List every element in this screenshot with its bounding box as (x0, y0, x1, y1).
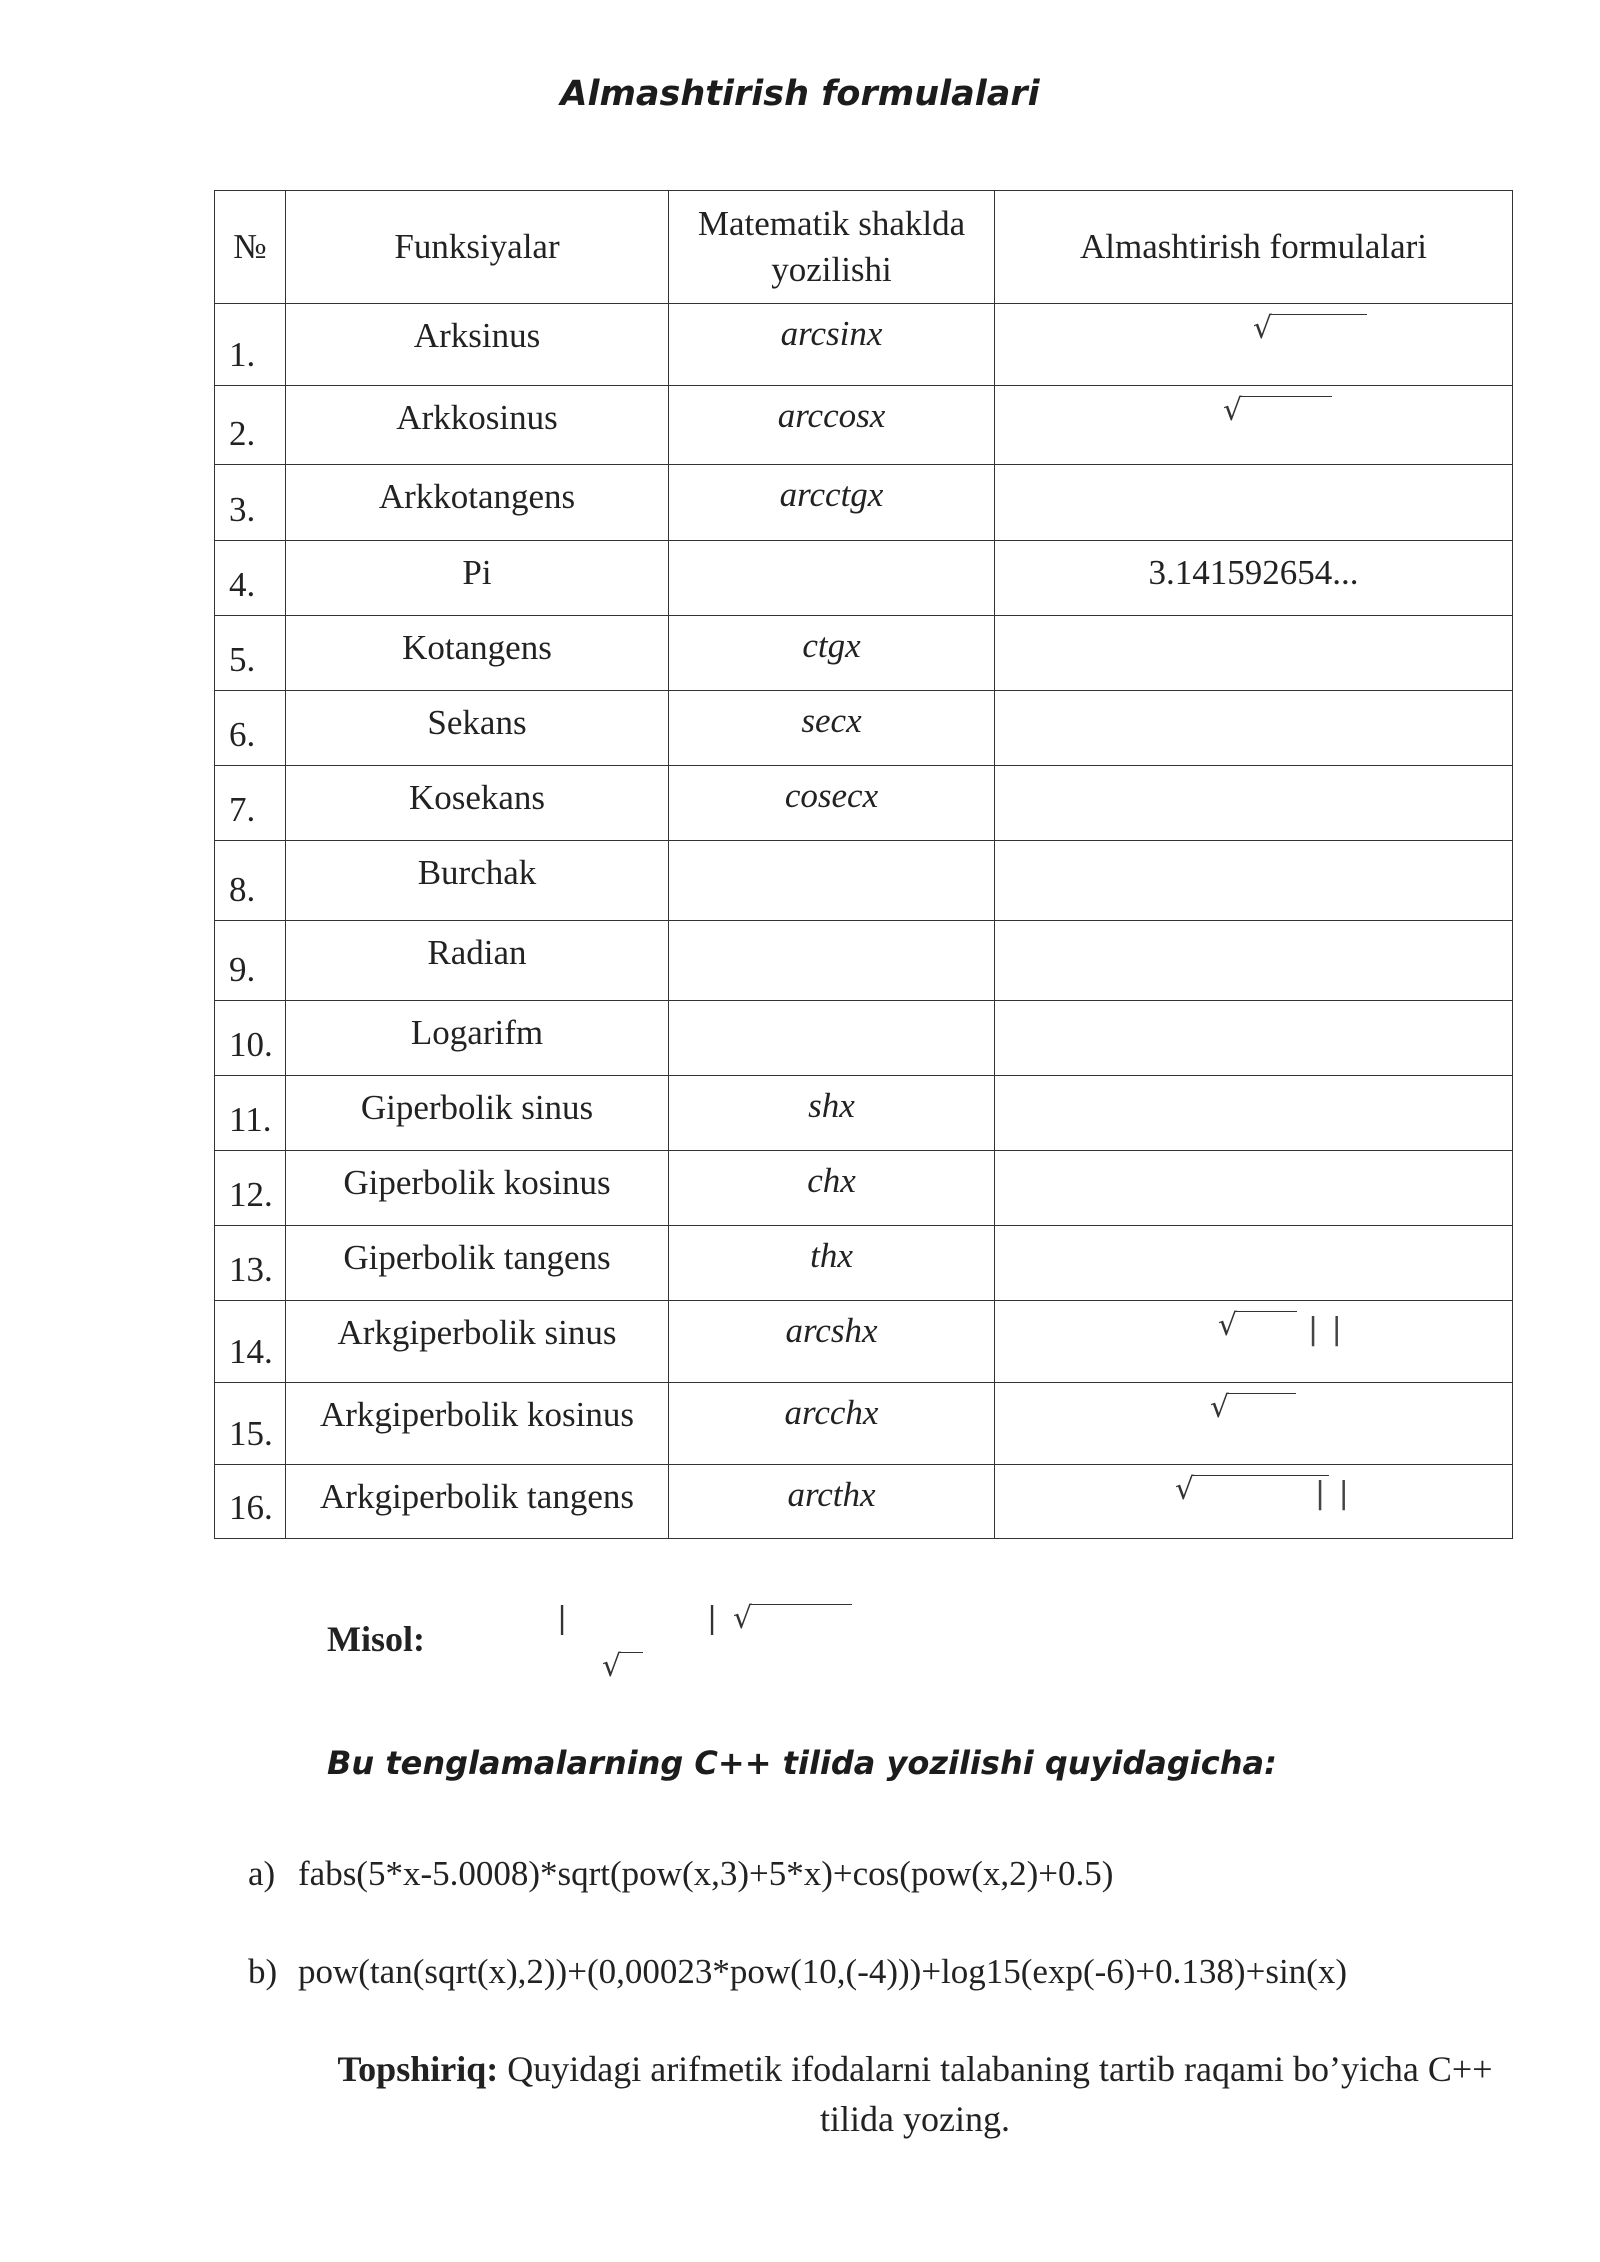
task-text: Quyidagi arifmetik ifodalarni talabaning tartib raqami bo’yicha C++ tilida yozing. (507, 2049, 1493, 2139)
math-notation: arcshx (669, 1301, 995, 1383)
radical-bar (621, 1652, 643, 1653)
page-title: Almashtirish formulalari (560, 74, 1040, 114)
math-notation (669, 921, 995, 1001)
function-name: Arkgiperbolik kosinus (286, 1383, 669, 1465)
replacement-formula (995, 841, 1513, 921)
math-notation: secx (669, 691, 995, 766)
table-row (215, 304, 1513, 386)
replacement-formula (995, 386, 1513, 465)
radical-icon: √ (733, 1601, 753, 1636)
table-row (215, 616, 1513, 691)
row-number: 7. (215, 766, 286, 841)
table-body (215, 304, 1513, 1539)
row-number: 2. (215, 386, 286, 465)
row-number: 1. (215, 304, 286, 386)
replacement-formula (995, 921, 1513, 1001)
header-replacement: Almashtirish formulalari (995, 191, 1513, 304)
math-notation (669, 1001, 995, 1076)
table-row (215, 1076, 1513, 1151)
code-line-a (248, 1854, 1113, 1894)
row-number: 16. (215, 1465, 286, 1539)
abs-bars-icon: | | (1308, 1312, 1344, 1347)
math-notation: cosecx (669, 766, 995, 841)
table-row (215, 1226, 1513, 1301)
table-row (215, 921, 1513, 1001)
cpp-heading: Bu tenglamalarning C++ tilida yozilishi quyidagicha: (327, 1744, 1277, 1782)
code-line-text: pow(tan(sqrt(x),2))+(0,00023*pow(10,(-4)))+log15(exp(-6)+0.138)+sin(x) (298, 1952, 1347, 1991)
table-row (215, 691, 1513, 766)
code-line-marker: a) (248, 1854, 276, 1893)
table-row (215, 1001, 1513, 1076)
replacement-formula (995, 691, 1513, 766)
formulas-table (214, 190, 1513, 1539)
table-header-row (215, 191, 1513, 304)
code-line-text: fabs(5*x-5.0008)*sqrt(pow(x,3)+5*x)+cos(pow(x,2)+0.5) (298, 1854, 1114, 1893)
math-notation: arcsinx (669, 304, 995, 386)
math-notation: arcchx (669, 1383, 995, 1465)
row-number: 6. (215, 691, 286, 766)
row-number: 5. (215, 616, 286, 691)
math-notation: arccosx (669, 386, 995, 465)
radical-icon: √ (602, 1649, 622, 1684)
row-number: 10. (215, 1001, 286, 1076)
header-functions: Funksiyalar (286, 191, 669, 304)
row-number: 3. (215, 465, 286, 541)
function-name: Arksinus (286, 304, 669, 386)
abs-bars-icon: | | (1315, 1476, 1351, 1511)
replacement-formula (995, 1383, 1513, 1465)
replacement-formula (995, 1301, 1513, 1383)
replacement-formula: 3.141592654... (995, 541, 1513, 616)
replacement-formula (995, 1465, 1513, 1539)
row-number: 4. (215, 541, 286, 616)
function-name: Giperbolik kosinus (286, 1151, 669, 1226)
code-line-b (248, 1952, 1347, 1992)
header-math-form (669, 191, 995, 304)
function-name: Pi (286, 541, 669, 616)
math-notation: shx (669, 1076, 995, 1151)
row-number: 15. (215, 1383, 286, 1465)
replacement-formula (995, 766, 1513, 841)
math-notation: arcctgx (669, 465, 995, 541)
math-notation: thx (669, 1226, 995, 1301)
table-row (215, 1465, 1513, 1539)
replacement-formula (995, 1151, 1513, 1226)
table-row (215, 465, 1513, 541)
replacement-formula (995, 304, 1513, 386)
row-number: 9. (215, 921, 286, 1001)
math-notation: chx (669, 1151, 995, 1226)
code-line-marker: b) (248, 1952, 278, 1991)
function-name: Kotangens (286, 616, 669, 691)
table-row (215, 1151, 1513, 1226)
radical-bar (1194, 1475, 1329, 1476)
function-name: Radian (286, 921, 669, 1001)
math-notation: ctgx (669, 616, 995, 691)
radical-icon: √ (1253, 311, 1273, 346)
table-row (215, 841, 1513, 921)
row-number: 13. (215, 1226, 286, 1301)
row-number: 12. (215, 1151, 286, 1226)
replacement-formula (995, 465, 1513, 541)
radical-icon: √ (1218, 1308, 1238, 1343)
function-name: Sekans (286, 691, 669, 766)
table-row (215, 1301, 1513, 1383)
radical-bar (1242, 396, 1332, 397)
misol-label: Misol: (327, 1619, 425, 1659)
row-number: 11. (215, 1076, 286, 1151)
replacement-formula (995, 1001, 1513, 1076)
function-name: Logarifm (286, 1001, 669, 1076)
task-paragraph (330, 2044, 1500, 2144)
function-name: Arkgiperbolik sinus (286, 1301, 669, 1383)
radical-bar (1237, 1311, 1297, 1312)
header-math-form-line2: yozilishi (771, 250, 892, 289)
abs-bar-icon: | (707, 1601, 718, 1636)
radical-icon: √ (1223, 393, 1243, 428)
radical-bar (1229, 1393, 1296, 1394)
radical-bar (1272, 314, 1367, 315)
abs-bar-icon: | (557, 1601, 568, 1636)
task-label: Topshiriq: (337, 2049, 499, 2089)
row-number: 14. (215, 1301, 286, 1383)
function-name: Arkkosinus (286, 386, 669, 465)
function-name: Kosekans (286, 766, 669, 841)
table-row (215, 1383, 1513, 1465)
header-number: № (215, 191, 286, 304)
math-notation: arcthx (669, 1465, 995, 1539)
table-row (215, 386, 1513, 465)
math-notation (669, 841, 995, 921)
header-math-form-line1: Matematik shaklda (697, 204, 966, 243)
function-name: Giperbolik tangens (286, 1226, 669, 1301)
function-name: Burchak (286, 841, 669, 921)
table-row (215, 541, 1513, 616)
row-number: 8. (215, 841, 286, 921)
table-row (215, 766, 1513, 841)
radical-bar (752, 1604, 852, 1605)
radical-icon: √ (1210, 1390, 1230, 1425)
replacement-formula (995, 616, 1513, 691)
math-notation (669, 541, 995, 616)
function-name: Arkgiperbolik tangens (286, 1465, 669, 1539)
function-name: Giperbolik sinus (286, 1076, 669, 1151)
replacement-formula (995, 1226, 1513, 1301)
replacement-formula (995, 1076, 1513, 1151)
function-name: Arkkotangens (286, 465, 669, 541)
radical-icon: √ (1175, 1472, 1195, 1507)
